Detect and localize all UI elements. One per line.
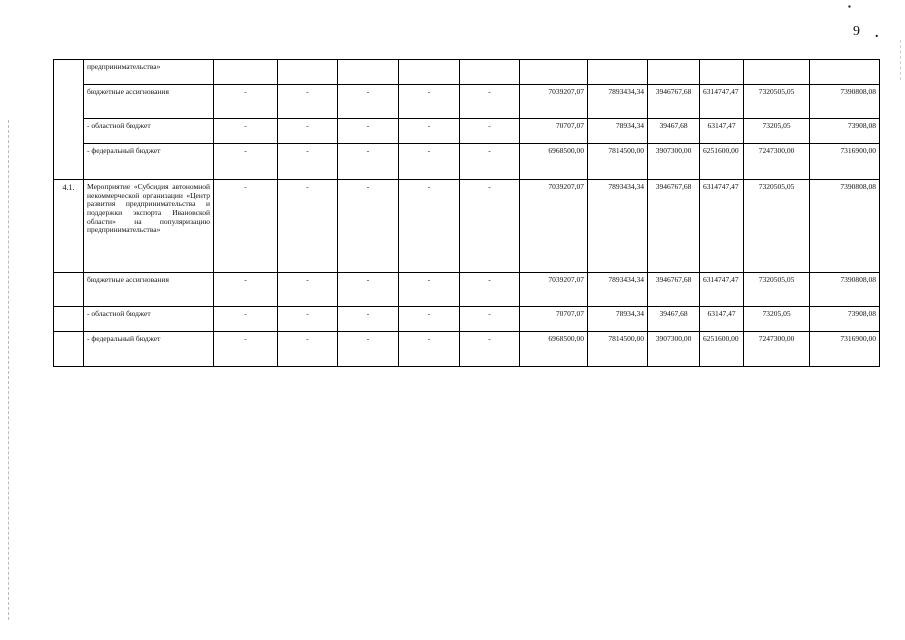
value-cell: 7814500,00 — [588, 332, 648, 367]
value-cell: - — [460, 85, 520, 119]
value-cell: 7320505,05 — [744, 273, 810, 307]
value-cell: 3946767,68 — [648, 85, 700, 119]
value-cell: 7316900,00 — [810, 144, 880, 180]
scan-mark: ▪ — [848, 2, 851, 11]
value-cell: 7039207,07 — [520, 85, 588, 119]
page-marker: . — [875, 26, 879, 41]
description-cell: - федеральный бюджет — [84, 144, 214, 180]
value-cell: - — [278, 144, 338, 180]
value-cell: 3907300,00 — [648, 144, 700, 180]
value-cell: - — [278, 85, 338, 119]
value-cell: 7320505,05 — [744, 180, 810, 273]
value-cell — [278, 60, 338, 85]
value-cell: - — [460, 273, 520, 307]
value-cell: 6968500,00 — [520, 144, 588, 180]
value-cell: 6314747,47 — [700, 180, 744, 273]
table-row — [54, 119, 880, 144]
description-cell: предпринимательства» — [84, 60, 214, 85]
value-cell — [588, 60, 648, 85]
description-cell: - областной бюджет — [84, 307, 214, 332]
value-cell: - — [214, 273, 278, 307]
value-cell: - — [278, 180, 338, 273]
row-number-cell — [54, 60, 84, 180]
value-cell — [520, 60, 588, 85]
value-cell: 39467,68 — [648, 307, 700, 332]
value-cell: - — [399, 180, 460, 273]
value-cell: 73205,05 — [744, 119, 810, 144]
value-cell: 78934,34 — [588, 119, 648, 144]
value-cell — [810, 60, 880, 85]
value-cell: 7893434,34 — [588, 273, 648, 307]
value-cell: 3907300,00 — [648, 332, 700, 367]
table-row — [54, 332, 880, 367]
value-cell: - — [338, 273, 399, 307]
description-cell: - федеральный бюджет — [84, 332, 214, 367]
value-cell — [338, 60, 399, 85]
value-cell: - — [278, 119, 338, 144]
row-number-cell — [54, 332, 84, 367]
value-cell: - — [214, 332, 278, 367]
value-cell: 7390808,08 — [810, 273, 880, 307]
value-cell: - — [278, 332, 338, 367]
value-cell: - — [214, 144, 278, 180]
value-cell: - — [460, 119, 520, 144]
row-number-cell: 4.1. — [54, 180, 84, 273]
value-cell: 78934,34 — [588, 307, 648, 332]
value-cell: 73908,08 — [810, 119, 880, 144]
value-cell: - — [338, 332, 399, 367]
value-cell — [648, 60, 700, 85]
value-cell: 7390808,08 — [810, 85, 880, 119]
table-row — [54, 180, 880, 273]
table-row — [54, 273, 880, 307]
value-cell: 7316900,00 — [810, 332, 880, 367]
value-cell: 7814500,00 — [588, 144, 648, 180]
value-cell: - — [338, 119, 399, 144]
value-cell: 6314747,47 — [700, 85, 744, 119]
value-cell: 6251600,00 — [700, 144, 744, 180]
value-cell: - — [338, 307, 399, 332]
value-cell: - — [214, 119, 278, 144]
budget-table — [53, 59, 880, 367]
table-row — [54, 307, 880, 332]
value-cell: 70707,07 — [520, 119, 588, 144]
value-cell: - — [338, 85, 399, 119]
value-cell: 3946767,68 — [648, 180, 700, 273]
description-cell: бюджетные ассигнования — [84, 85, 214, 119]
description-cell: - областной бюджет — [84, 119, 214, 144]
value-cell — [399, 60, 460, 85]
value-cell: 73908,08 — [810, 307, 880, 332]
value-cell: - — [460, 180, 520, 273]
value-cell: - — [399, 144, 460, 180]
value-cell: 7893434,34 — [588, 180, 648, 273]
row-number-cell — [54, 307, 84, 332]
value-cell: 6314747,47 — [700, 273, 744, 307]
table-row — [54, 60, 880, 85]
value-cell: - — [460, 144, 520, 180]
table-row — [54, 85, 880, 119]
value-cell: - — [278, 307, 338, 332]
value-cell: - — [214, 85, 278, 119]
table-row — [54, 144, 880, 180]
value-cell: - — [278, 273, 338, 307]
value-cell — [700, 60, 744, 85]
value-cell: 3946767,68 — [648, 273, 700, 307]
value-cell: 39467,68 — [648, 119, 700, 144]
value-cell: 7390808,08 — [810, 180, 880, 273]
value-cell — [744, 60, 810, 85]
value-cell: 63147,47 — [700, 119, 744, 144]
value-cell: - — [399, 119, 460, 144]
value-cell: 7320505,05 — [744, 85, 810, 119]
value-cell: 63147,47 — [700, 307, 744, 332]
value-cell: - — [214, 180, 278, 273]
value-cell: 70707,07 — [520, 307, 588, 332]
value-cell: - — [338, 144, 399, 180]
value-cell: - — [399, 307, 460, 332]
row-number-cell — [54, 273, 84, 307]
value-cell: 7039207,07 — [520, 273, 588, 307]
value-cell: - — [399, 273, 460, 307]
value-cell: 7247300,00 — [744, 332, 810, 367]
value-cell: 7247300,00 — [744, 144, 810, 180]
description-cell: Мероприятие «Субсидия автономной некоммерческой организации «Центр развития предпринимательства и поддержки экспорта Ивановской области» на популяризацию предпринимательства» — [84, 180, 214, 273]
scan-edge-left — [8, 120, 9, 620]
value-cell — [214, 60, 278, 85]
value-cell: 7893434,34 — [588, 85, 648, 119]
value-cell: 6251600,00 — [700, 332, 744, 367]
scan-edge-right — [900, 40, 901, 80]
page-number: 9 — [853, 24, 860, 39]
description-cell: бюджетные ассигнования — [84, 273, 214, 307]
value-cell: - — [460, 307, 520, 332]
value-cell — [460, 60, 520, 85]
value-cell: - — [460, 332, 520, 367]
value-cell: 6968500,00 — [520, 332, 588, 367]
value-cell: - — [338, 180, 399, 273]
value-cell: 7039207,07 — [520, 180, 588, 273]
value-cell: 73205,05 — [744, 307, 810, 332]
value-cell: - — [399, 332, 460, 367]
value-cell: - — [214, 307, 278, 332]
value-cell: - — [399, 85, 460, 119]
